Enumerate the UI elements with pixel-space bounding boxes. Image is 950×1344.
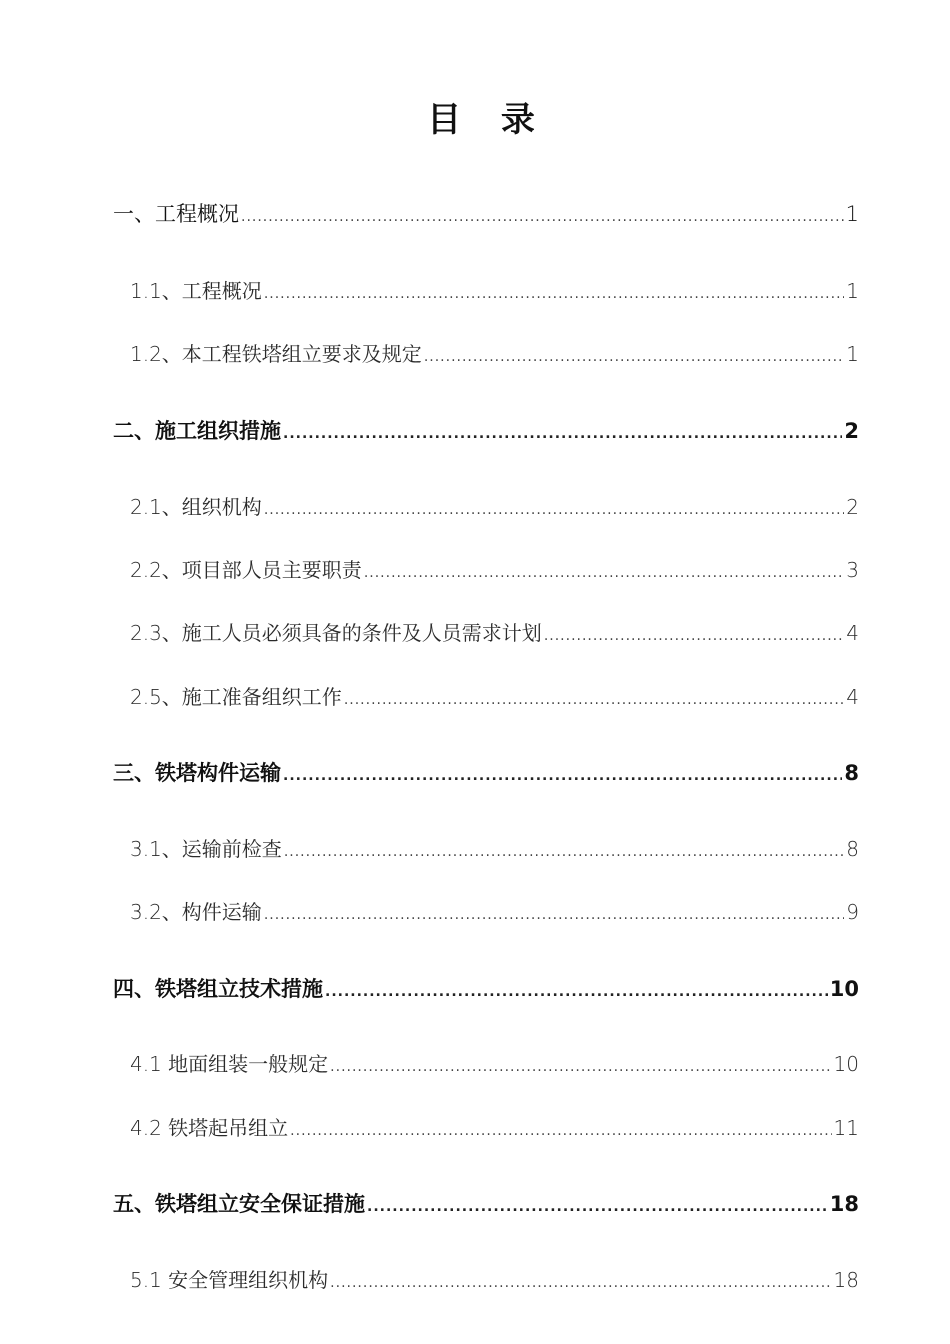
toc-entry — [130, 1113, 859, 1143]
toc-entry — [130, 1265, 859, 1295]
toc-entry-label: 1.1、工程概况 — [130, 279, 262, 303]
toc-dot-leader — [424, 342, 844, 372]
toc-dot-leader — [367, 1192, 828, 1222]
toc-entry-label: 4.2 铁塔起吊组立 — [130, 1116, 289, 1140]
toc-entry-page: 1 — [846, 342, 859, 366]
toc-entry — [113, 1189, 859, 1219]
toc-dot-leader — [290, 1116, 831, 1146]
toc-entry-page: 18 — [833, 1268, 859, 1292]
toc-dot-leader — [330, 1268, 831, 1298]
toc-dot-leader — [264, 495, 844, 525]
toc-entry — [113, 974, 859, 1004]
toc-entry-label: 4.1 地面组装一般规定 — [130, 1052, 329, 1076]
toc-dot-leader — [364, 558, 844, 588]
toc-entry-label: 2.1、组织机构 — [130, 495, 262, 519]
toc-dot-leader — [325, 977, 828, 1007]
toc-entry-label: 四、铁塔组立技术措施 — [113, 977, 323, 1001]
toc-dot-leader — [283, 419, 842, 449]
toc-entry-label: 5.1 安全管理组织机构 — [130, 1268, 329, 1292]
toc-entry-page: 10 — [833, 1052, 859, 1076]
toc-entry-page: 8 — [846, 837, 859, 861]
toc-entry-page: 1 — [846, 279, 859, 303]
toc-entry-label: 3.2、构件运输 — [130, 900, 262, 924]
toc-dot-leader — [284, 837, 844, 867]
toc-entry-page: 10 — [829, 977, 859, 1001]
toc-dot-leader — [330, 1052, 831, 1082]
toc-entry-page: 1 — [845, 202, 859, 226]
toc-entry-label: 2.2、项目部人员主要职责 — [130, 558, 362, 582]
toc-entry-page: 18 — [829, 1192, 859, 1216]
toc-entry-page: 8 — [844, 761, 859, 785]
toc-entry — [130, 618, 859, 648]
toc-dot-leader — [544, 621, 844, 651]
toc-dot-leader — [264, 900, 844, 930]
toc-entry — [130, 276, 859, 306]
toc-entry-page: 2 — [846, 495, 859, 519]
toc-entry — [113, 758, 859, 788]
toc-entry — [113, 199, 859, 229]
toc-entry-label: 3.1、运输前检查 — [130, 837, 282, 861]
toc-dot-leader — [264, 279, 844, 309]
toc-entry — [130, 682, 859, 712]
toc-entry-page: 9 — [846, 900, 859, 924]
toc-entry — [130, 492, 859, 522]
toc-entry — [130, 555, 859, 585]
toc-entry-label: 2.3、施工人员必须具备的条件及人员需求计划 — [130, 621, 542, 645]
toc-entry — [130, 339, 859, 369]
toc-entry — [130, 897, 859, 927]
toc-entry-label: 2.5、施工准备组织工作 — [130, 685, 342, 709]
toc-entry-page: 11 — [833, 1116, 859, 1140]
toc-entry — [130, 834, 859, 864]
toc-entry-label: 1.2、本工程铁塔组立要求及规定 — [130, 342, 422, 366]
toc-entry-label: 五、铁塔组立安全保证措施 — [113, 1192, 365, 1216]
toc-entry-page: 4 — [846, 621, 859, 645]
toc-entry-page: 4 — [846, 685, 859, 709]
toc-title: 目 录 — [427, 100, 549, 140]
toc-dot-leader — [344, 685, 844, 715]
toc-entry-label: 三、铁塔构件运输 — [113, 761, 281, 785]
toc-entry-page: 3 — [846, 558, 859, 582]
toc-entry — [130, 1049, 859, 1079]
toc-entry-label: 一、工程概况 — [113, 202, 239, 226]
toc-dot-leader — [283, 761, 842, 791]
toc-entry-page: 2 — [844, 419, 859, 443]
toc-entry-label: 二、施工组织措施 — [113, 419, 281, 443]
toc-dot-leader — [241, 202, 844, 232]
toc-entry — [113, 416, 859, 446]
